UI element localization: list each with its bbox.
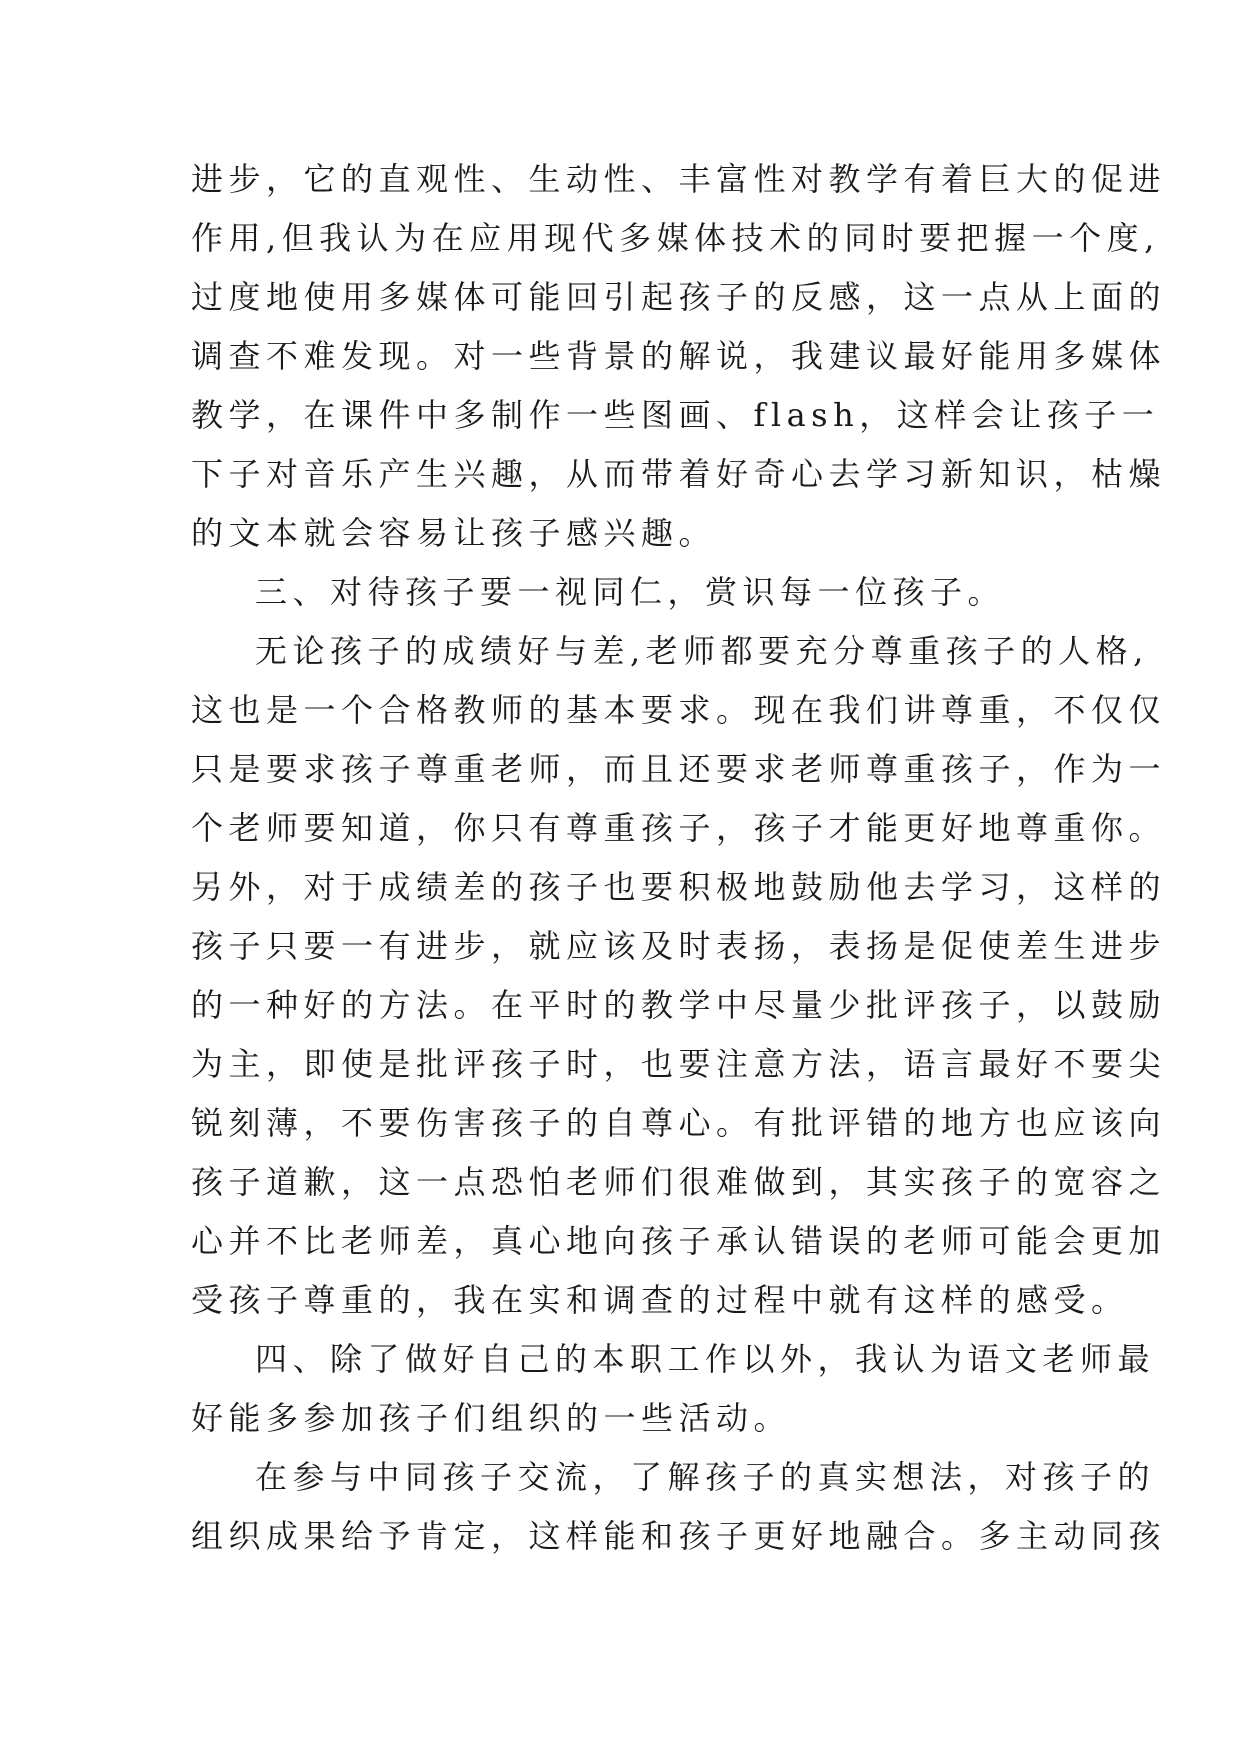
text-line: 的一种好的方法。在平时的教学中尽量少批评孩子，以鼓励	[191, 986, 1167, 1024]
text-line: 调查不难发现。对一些背景的解说，我建议最好能用多媒体	[191, 337, 1167, 375]
text-line: 这也是一个合格教师的基本要求。现在我们讲尊重，不仅仅	[191, 691, 1167, 729]
text-line: 个老师要知道，你只有尊重孩子，孩子才能更好地尊重你。	[191, 809, 1167, 847]
text-line: 孩子只要一有进步，就应该及时表扬，表扬是促使差生进步	[191, 927, 1167, 965]
text-line: 在参与中同孩子交流，了解孩子的真实想法，对孩子的	[255, 1458, 1156, 1496]
text-line: 为主，即使是批评孩子时，也要注意方法，语言最好不要尖	[191, 1045, 1167, 1083]
text-line: 组织成果给予肯定，这样能和孩子更好地融合。多主动同孩	[191, 1517, 1167, 1555]
text-line: 心并不比老师差，真心地向孩子承认错误的老师可能会更加	[191, 1222, 1167, 1260]
text-line: 过度地使用多媒体可能回引起孩子的反感，这一点从上面的	[191, 278, 1167, 316]
text-line: 锐刻薄，不要伤害孩子的自尊心。有批评错的地方也应该向	[191, 1104, 1167, 1142]
text-line: 另外，对于成绩差的孩子也要积极地鼓励他去学习，这样的	[191, 868, 1167, 906]
text-line: 的文本就会容易让孩子感兴趣。	[191, 514, 717, 552]
text-line: 作用,但我认为在应用现代多媒体技术的同时要把握一个度,	[191, 219, 1160, 257]
text-line: 好能多参加孩子们组织的一些活动。	[191, 1399, 792, 1437]
text-line: 只是要求孩子尊重老师，而且还要求老师尊重孩子，作为一	[191, 750, 1167, 788]
text-line: 无论孩子的成绩好与差,老师都要充分尊重孩子的人格,	[255, 632, 1149, 670]
text-line: 孩子道歉，这一点恐怕老师们很难做到，其实孩子的宽容之	[191, 1163, 1167, 1201]
text-line: 进步，它的直观性、生动性、丰富性对教学有着巨大的促进	[191, 160, 1167, 198]
text-line: 教学，在课件中多制作一些图画、flash，这样会让孩子一	[191, 396, 1160, 434]
body-text	[191, 150, 1167, 1566]
text-line: 下子对音乐产生兴趣，从而带着好奇心去学习新知识，枯燥	[191, 455, 1167, 493]
text-line: 三、对待孩子要一视同仁，赏识每一位孩子。	[255, 573, 1006, 611]
text-line: 受孩子尊重的，我在实和调查的过程中就有这样的感受。	[191, 1281, 1129, 1319]
text-line: 四、除了做好自己的本职工作以外，我认为语文老师最	[255, 1340, 1156, 1378]
